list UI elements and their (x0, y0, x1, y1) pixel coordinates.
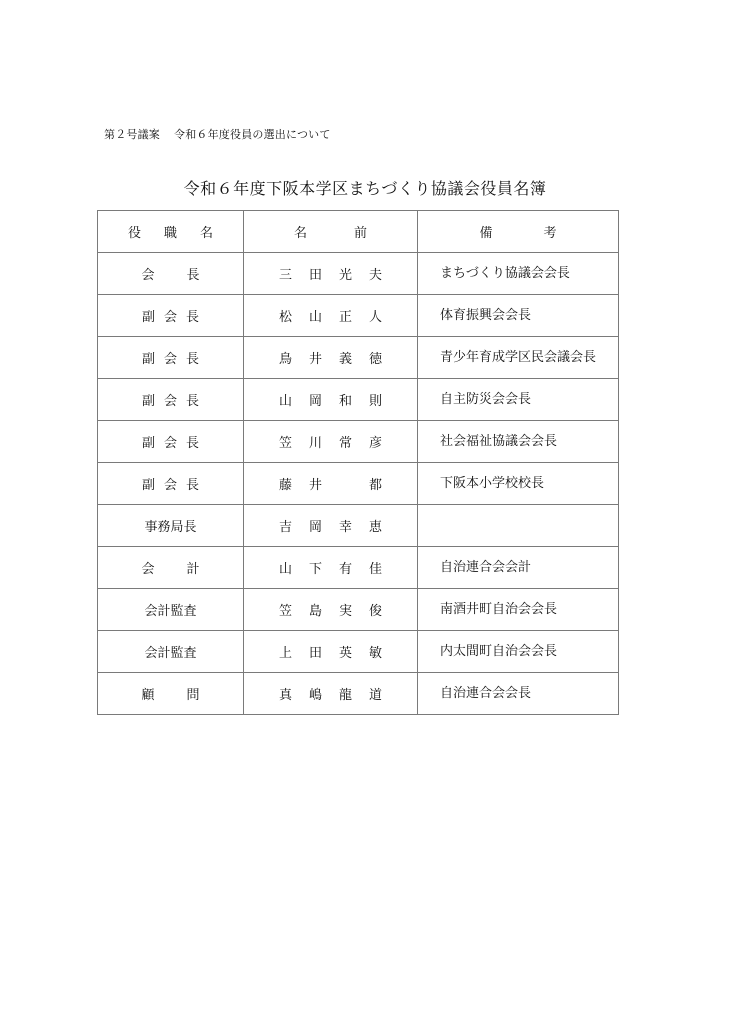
name-char: 井 (308, 352, 322, 367)
role-char: 長 (185, 478, 199, 493)
note-cell: 南酒井町自治会会長 (418, 589, 619, 631)
name-char: 山 (308, 310, 322, 325)
agenda-number: 第２号議案 (104, 128, 160, 141)
name-char: 龍 (338, 688, 352, 703)
role-char: 会 (163, 310, 177, 325)
name-char: 松 (278, 310, 292, 325)
role-char: 会 (163, 394, 177, 409)
name-char: 川 (308, 436, 322, 451)
role-cell (98, 295, 244, 337)
header-note-char: 備 (479, 226, 493, 241)
name-char: 義 (338, 352, 352, 367)
person-name (244, 684, 417, 703)
name-char: 人 (368, 310, 382, 325)
name-cell (244, 337, 418, 379)
name-char: 都 (368, 478, 382, 493)
note-cell: 自治連合会会長 (418, 673, 619, 715)
name-char: 岡 (308, 394, 322, 409)
name-cell (244, 295, 418, 337)
name-char: 光 (338, 268, 352, 283)
person-name (244, 390, 417, 409)
name-cell (244, 421, 418, 463)
name-char: 岡 (308, 520, 322, 535)
name-cell (244, 505, 418, 547)
name-char: 鳥 (278, 352, 292, 367)
name-cell (244, 589, 418, 631)
role-cell (98, 463, 244, 505)
name-char: 上 (278, 646, 292, 661)
header-role-text (98, 222, 243, 241)
person-name (244, 306, 417, 325)
role-char: 副 (141, 436, 155, 451)
role-text (98, 558, 243, 577)
role-text (98, 390, 243, 409)
note-cell: 青少年育成学区民会議会長 (418, 337, 619, 379)
name-char: 有 (338, 562, 352, 577)
note-cell: 社会福祉協議会会長 (418, 421, 619, 463)
header-note-text (418, 222, 618, 241)
table-row (98, 337, 619, 379)
role-char: 会 (163, 436, 177, 451)
header-role-char: 職 (163, 226, 177, 241)
person-name (244, 516, 417, 535)
name-char: 山 (278, 562, 292, 577)
role-text (98, 348, 243, 367)
header-role-char: 役 (127, 226, 141, 241)
role-cell (98, 673, 244, 715)
role-char: 顧 (141, 688, 155, 703)
note-cell: 自治連合会会計 (418, 547, 619, 589)
person-name (244, 474, 417, 493)
agenda-line (104, 126, 331, 142)
role-char: 問 (186, 688, 200, 703)
role-cell (98, 631, 244, 673)
name-char: 徳 (368, 352, 382, 367)
note-cell: 体育振興会会長 (418, 295, 619, 337)
person-name (244, 558, 417, 577)
header-name-text (244, 222, 417, 241)
role-text (98, 264, 243, 283)
role-text (98, 684, 243, 703)
note-cell: 内太間町自治会会長 (418, 631, 619, 673)
name-char: 則 (368, 394, 382, 409)
document-title: 令和６年度下阪本学区まちづくり協議会役員名簿 (183, 179, 547, 198)
role-cell (98, 505, 244, 547)
role-char: 長 (185, 394, 199, 409)
name-char: 正 (338, 310, 352, 325)
table-row (98, 253, 619, 295)
officer-roster-table (97, 210, 619, 715)
header-note-char: 考 (543, 226, 557, 241)
table-row (98, 463, 619, 505)
table-row (98, 295, 619, 337)
role-char: 副 (141, 352, 155, 367)
name-char: 佳 (368, 562, 382, 577)
name-char: 藤 (278, 478, 292, 493)
name-char: 敏 (368, 646, 382, 661)
person-name (244, 600, 417, 619)
name-char: 夫 (368, 268, 382, 283)
header-name-char: 前 (353, 226, 367, 241)
name-char: 三 (278, 268, 292, 283)
note-cell: 下阪本小学校校長 (418, 463, 619, 505)
name-char: 嶋 (308, 688, 322, 703)
role-text: 事務局長 (144, 520, 197, 535)
header-role (98, 211, 244, 253)
roster-body (98, 253, 619, 715)
name-char: 幸 (338, 520, 352, 535)
name-char: 道 (368, 688, 382, 703)
note-cell: まちづくり協議会会長 (418, 253, 619, 295)
role-char: 長 (185, 310, 199, 325)
header-name (244, 211, 418, 253)
name-char: 俊 (368, 604, 382, 619)
name-cell (244, 673, 418, 715)
header-name-char: 名 (293, 226, 307, 241)
role-char: 会 (163, 352, 177, 367)
name-char: 田 (308, 268, 322, 283)
name-char: 笠 (278, 604, 292, 619)
role-text (98, 306, 243, 325)
table-row (98, 379, 619, 421)
role-char: 副 (141, 478, 155, 493)
person-name (244, 642, 417, 661)
name-cell (244, 463, 418, 505)
name-char: 和 (338, 394, 352, 409)
name-cell (244, 547, 418, 589)
table-row (98, 505, 619, 547)
role-char: 計 (186, 562, 200, 577)
name-cell (244, 379, 418, 421)
table-header-row (98, 211, 619, 253)
role-char: 長 (185, 352, 199, 367)
note-cell: 自主防災会会長 (418, 379, 619, 421)
name-char: 下 (308, 562, 322, 577)
role-char: 会 (141, 562, 155, 577)
role-cell (98, 253, 244, 295)
role-char: 会 (141, 268, 155, 283)
name-char: 英 (338, 646, 352, 661)
table-row (98, 547, 619, 589)
role-cell (98, 589, 244, 631)
name-char: 山 (278, 394, 292, 409)
name-cell (244, 631, 418, 673)
role-char: 副 (141, 394, 155, 409)
header-note (418, 211, 619, 253)
role-text: 会計監査 (144, 604, 197, 619)
name-char: 常 (338, 436, 352, 451)
person-name (244, 264, 417, 283)
name-char: 恵 (368, 520, 382, 535)
note-cell (418, 505, 619, 547)
name-char: 真 (278, 688, 292, 703)
role-char: 副 (141, 310, 155, 325)
name-char: 彦 (368, 436, 382, 451)
name-char: 笠 (278, 436, 292, 451)
role-cell (98, 421, 244, 463)
role-cell (98, 547, 244, 589)
role-cell (98, 337, 244, 379)
role-char: 会 (163, 478, 177, 493)
person-name (244, 432, 417, 451)
name-char: 田 (308, 646, 322, 661)
role-cell (98, 379, 244, 421)
role-char: 長 (185, 436, 199, 451)
name-cell (244, 253, 418, 295)
agenda-subject: 令和６年度役員の選出について (174, 128, 331, 141)
header-role-char: 名 (199, 226, 213, 241)
name-char: 実 (338, 604, 352, 619)
table-row (98, 589, 619, 631)
name-char: 島 (308, 604, 322, 619)
table-row (98, 421, 619, 463)
role-text (98, 474, 243, 493)
table-row (98, 673, 619, 715)
name-char: 井 (308, 478, 322, 493)
role-text (98, 432, 243, 451)
name-char: 吉 (278, 520, 292, 535)
role-char: 長 (186, 268, 200, 283)
role-text: 会計監査 (144, 646, 197, 661)
person-name (244, 348, 417, 367)
table-row (98, 631, 619, 673)
